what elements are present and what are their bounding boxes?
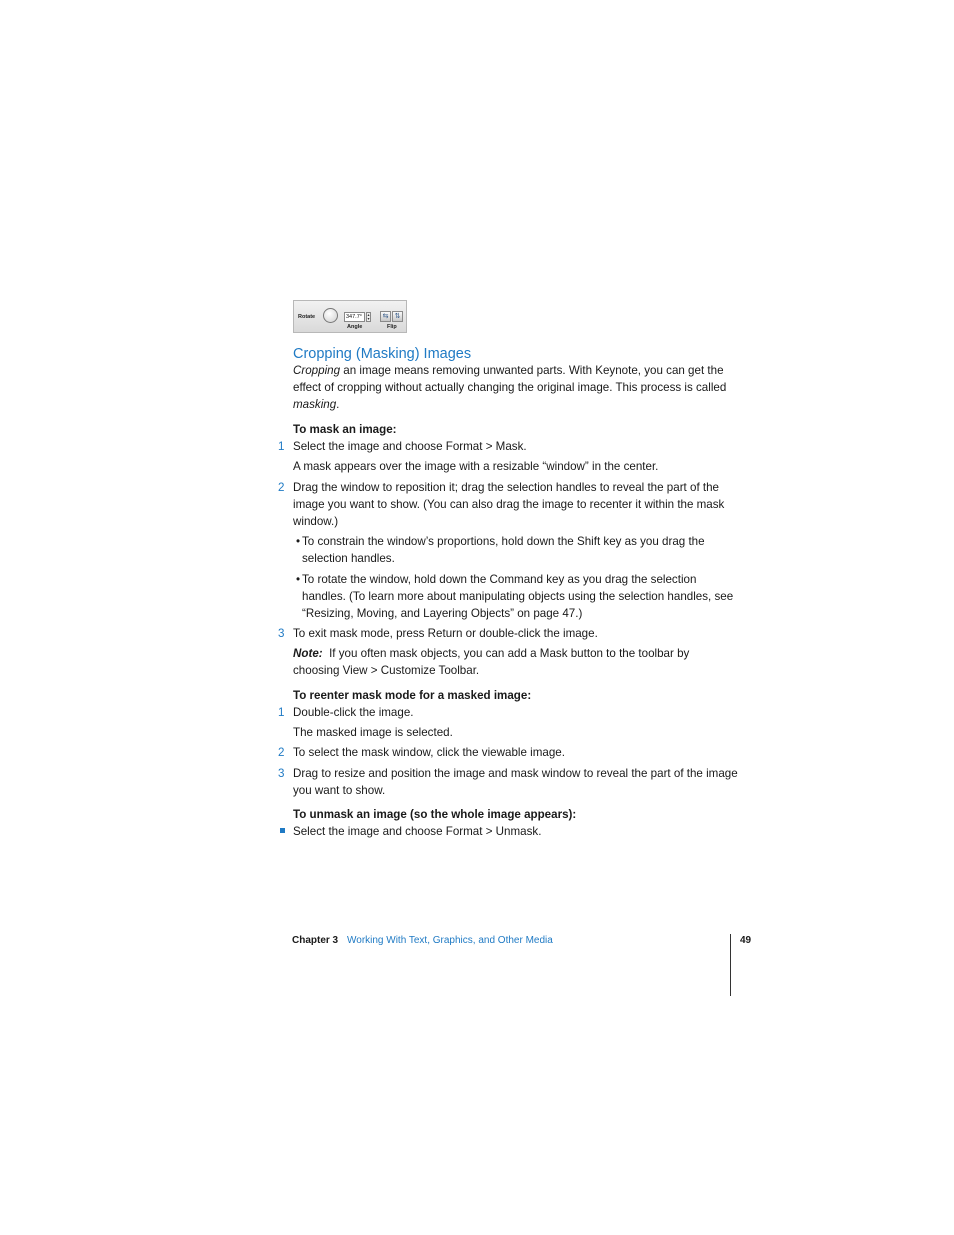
step-number: 1 (278, 440, 285, 453)
flip-vertical-icon[interactable]: ⇅ (392, 311, 403, 322)
rotate-dial-icon[interactable] (323, 308, 338, 323)
intro-period: . (336, 398, 340, 411)
step-text: To exit mask mode, press Return or double-click the image. (293, 627, 598, 640)
step-text: To select the mask window, click the viewable image. (293, 746, 565, 759)
note-label: Note: (293, 647, 323, 660)
task-heading-unmask: To unmask an image (so the whole image appears): (293, 808, 577, 821)
task-heading-reenter: To reenter mask mode for a masked image: (293, 689, 532, 702)
step-number: 2 (278, 481, 285, 494)
step-text: Drag the window to reposition it; drag the selection handles to reveal the part of the image you want to show. (You can also drag the image to recenter it within the mask window.) (293, 481, 725, 528)
bullet-text: To constrain the window’s proportions, hold down the Shift key as you drag the selection handles. (302, 535, 705, 565)
page-number: 49 (740, 935, 752, 946)
angle-field[interactable]: 347.7° (344, 312, 365, 322)
square-bullet-icon (280, 828, 285, 833)
intro-text: an image means removing unwanted parts. With Keynote, you can get the effect of cropping without actually changing the original image. This process is called (293, 364, 727, 394)
task-heading-mask: To mask an image: (293, 423, 397, 436)
step-number: 2 (278, 746, 285, 759)
step-result: A mask appears over the image with a resizable “window” in the center. (293, 460, 659, 473)
step-text: Drag to resize and position the image and mask window to reveal the part of the image you want to show. (293, 767, 738, 797)
step-number: 1 (278, 706, 285, 719)
flip-label: Flip (387, 324, 397, 330)
bullet-text: To rotate the window, hold down the Command key as you drag the selection handles. (To learn more about manipulating objects using the selection handles, see “Resizing, Moving, and Layering Objects” on page 47.) (302, 573, 734, 620)
section-title: Cropping (Masking) Images (293, 346, 472, 362)
bullet-marker: • (295, 535, 301, 548)
step-text: Double-click the image. (293, 706, 414, 719)
step-text: Select the image and choose Format > Mask. (293, 440, 527, 453)
intro-paragraph (293, 362, 738, 413)
step-number: 3 (278, 767, 285, 780)
footer-chapter-title: Working With Text, Graphics, and Other Media (347, 935, 553, 946)
rotate-label: Rotate (298, 314, 316, 320)
intro-emphasis-masking: masking (293, 398, 337, 411)
bullet-marker: • (295, 573, 301, 586)
angle-stepper-icon[interactable]: ▴ ▾ (367, 312, 370, 321)
note-paragraph (293, 645, 738, 679)
flip-horizontal-icon[interactable]: ⇆ (380, 311, 391, 322)
angle-label: Angle (347, 324, 363, 330)
step-result: The masked image is selected. (293, 726, 453, 739)
rotate-flip-panel (293, 300, 407, 333)
unmask-item: Select the image and choose Format > Unmask. (293, 825, 542, 838)
step-number: 3 (278, 627, 285, 640)
intro-emphasis-cropping: Cropping (293, 364, 341, 377)
note-text: If you often mask objects, you can add a Mask button to the toolbar by choosing View > Customize Toolbar. (293, 647, 693, 677)
footer-chapter: Chapter 3 (292, 935, 339, 946)
footer-divider (730, 934, 731, 996)
